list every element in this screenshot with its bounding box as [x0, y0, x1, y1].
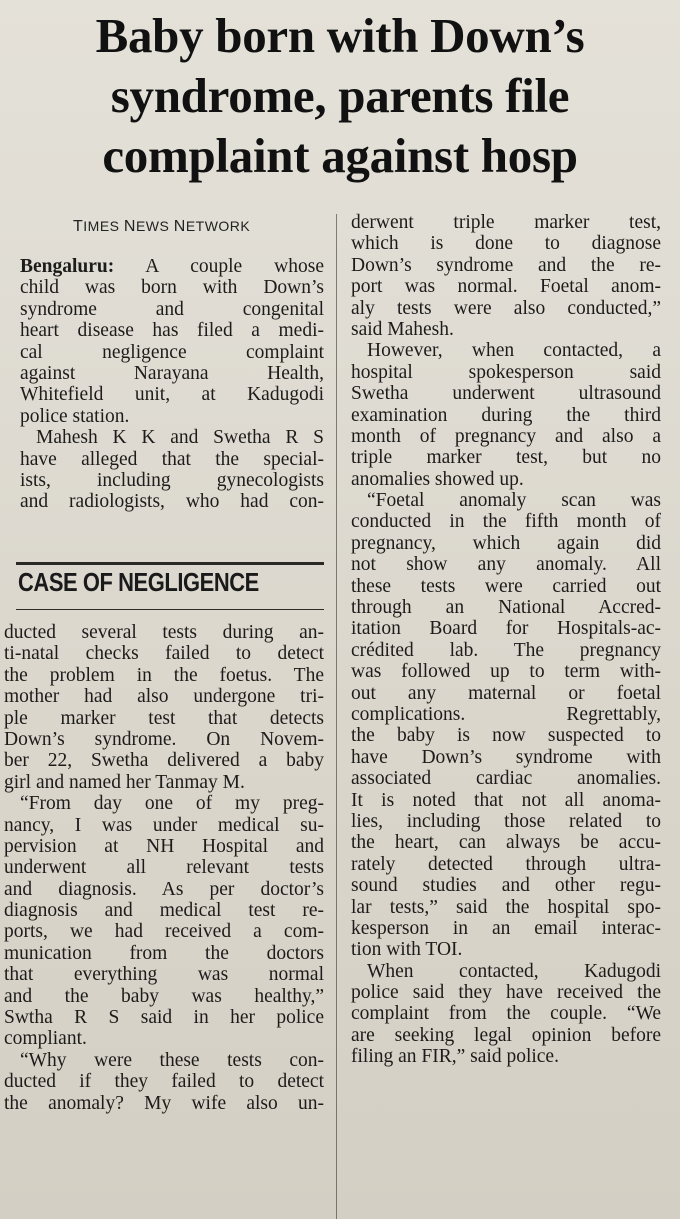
article-line: lar tests,” said the hospital spo-: [351, 896, 661, 918]
article-line: It is noted that not all anoma-: [351, 789, 661, 811]
article-line: itation Board for Hospitals-ac-: [351, 618, 661, 640]
article-line: the anomaly? My wife also un-: [4, 1092, 324, 1114]
article-line: examination during the third: [351, 404, 661, 426]
article-line: associated cardiac anomalies.: [351, 768, 661, 790]
article-line: munication from the doctors: [4, 942, 324, 964]
article-line: diagnosis and medical test re-: [4, 900, 324, 922]
article-line: hospital spokesperson said: [351, 361, 661, 383]
article-line: the problem in the foetus. The: [4, 664, 324, 686]
article-line: Swtha R S said in her police: [4, 1007, 324, 1029]
article-line: triple marker test, but no: [351, 447, 661, 469]
article-line: ple marker test that detects: [4, 707, 324, 729]
article-line: However, when contacted, a: [367, 340, 661, 362]
subhead-rule-bottom: [16, 609, 324, 610]
article-line: syndrome and congenital: [20, 298, 324, 320]
article-line: which is done to diagnose: [351, 233, 661, 255]
article-line: complications. Regrettably,: [351, 703, 661, 725]
article-line: have Down’s syndrome with: [351, 746, 661, 768]
article-line: nancy, I was under medical su-: [4, 814, 324, 836]
article-line: month of pregnancy and also a: [351, 425, 661, 447]
article-line: Whitefield unit, at Kadugodi: [20, 384, 324, 406]
article-line: tion with TOI.: [351, 939, 463, 961]
article-line: mother had also undergone tri-: [4, 686, 324, 708]
right-column: [351, 212, 661, 1068]
article-line: ber 22, Swetha delivered a baby: [4, 750, 324, 772]
article-line: these tests were carried out: [351, 575, 661, 597]
article-line: through an National Accred-: [351, 597, 661, 619]
subhead-rule-top: [16, 562, 324, 565]
article-line: Bengaluru: A couple whose: [20, 256, 324, 277]
article-line: complaint from the couple. “We: [351, 1003, 661, 1025]
article-line: compliant.: [4, 1028, 87, 1050]
article-line: port was normal. Foetal anom-: [351, 276, 661, 298]
article-line: Mahesh K K and Swetha R S: [36, 427, 324, 449]
article-line: out any maternal or foetal: [351, 682, 661, 704]
article-line: sound studies and other regu-: [351, 875, 661, 897]
article-line: lies, including those related to: [351, 810, 661, 832]
article-line: have alleged that the special-: [20, 448, 324, 470]
article-line: Swetha underwent ultrasound: [351, 383, 661, 405]
article-line: “Why were these tests con-: [20, 1049, 324, 1071]
article-line: are seeking legal opinion before: [351, 1024, 661, 1046]
headline-line-2: syndrome, parents file: [110, 68, 570, 123]
article-line: ti-natal checks failed to detect: [4, 643, 324, 665]
article-line: “Foetal anomaly scan was: [367, 490, 661, 512]
article-line: not show any anomaly. All: [351, 554, 661, 576]
article-line: kesperson in an email interac-: [351, 917, 661, 939]
subhead: CASE OF NEGLIGENCE: [18, 569, 259, 597]
article-line: filing an FIR,” said police.: [351, 1046, 559, 1068]
article-line: aly tests were also conducted,”: [351, 297, 661, 319]
article-line: anomalies showed up.: [351, 468, 524, 490]
article-line: ducted several tests during an-: [4, 622, 324, 643]
headline: [0, 6, 680, 186]
article-line: the heart, can always be accu-: [351, 832, 661, 854]
article-line: and diagnosis. As per doctor’s: [4, 878, 324, 900]
article-line: was followed up to term with-: [351, 661, 661, 683]
article-line: underwent all relevant tests: [4, 857, 324, 879]
article-line: heart disease has filed a medi-: [20, 320, 324, 342]
article-line: pervision at NH Hospital and: [4, 835, 324, 857]
article-line: and radiologists, who had con-: [20, 491, 324, 513]
article-line: that everything was normal: [4, 964, 324, 986]
headline-line-3: complaint against hosp: [102, 128, 578, 183]
article-line: ists, including gynecologists: [20, 469, 324, 491]
article-line: the baby is now suspected to: [351, 725, 661, 747]
column-divider: [336, 214, 337, 1219]
left-column-top: [20, 256, 324, 513]
headline-line-1: Baby born with Down’s: [95, 8, 585, 63]
article-line: cal negligence complaint: [20, 341, 324, 363]
article-line: derwent triple marker test,: [351, 212, 661, 233]
article-line: police said they have received the: [351, 982, 661, 1004]
article-line: When contacted, Kadugodi: [367, 960, 661, 982]
article-line: ducted if they failed to detect: [4, 1071, 324, 1093]
article-line: said Mahesh.: [351, 318, 454, 340]
article-line: crédited lab. The pregnancy: [351, 639, 661, 661]
article-line: Down’s syndrome. On Novem-: [4, 728, 324, 750]
article-line: pregnancy, which again did: [351, 532, 661, 554]
article-line: against Narayana Health,: [20, 362, 324, 384]
article-line: rately detected through ultra-: [351, 853, 661, 875]
article-line: and the baby was healthy,”: [4, 985, 324, 1007]
article-line: “From day one of my preg-: [20, 793, 324, 815]
byline: TIMES NEWS NETWORK: [73, 218, 251, 235]
left-column-bottom: [4, 622, 324, 1114]
article-line: ports, we had received a com-: [4, 921, 324, 943]
article-line: conducted in the fifth month of: [351, 511, 661, 533]
article-line: Down’s syndrome and the re-: [351, 254, 661, 276]
dateline: Bengaluru:: [20, 256, 115, 277]
article-line: girl and named her Tanmay M.: [4, 771, 245, 793]
article-line: police station.: [20, 405, 130, 427]
article-line: child was born with Down’s: [20, 277, 324, 299]
